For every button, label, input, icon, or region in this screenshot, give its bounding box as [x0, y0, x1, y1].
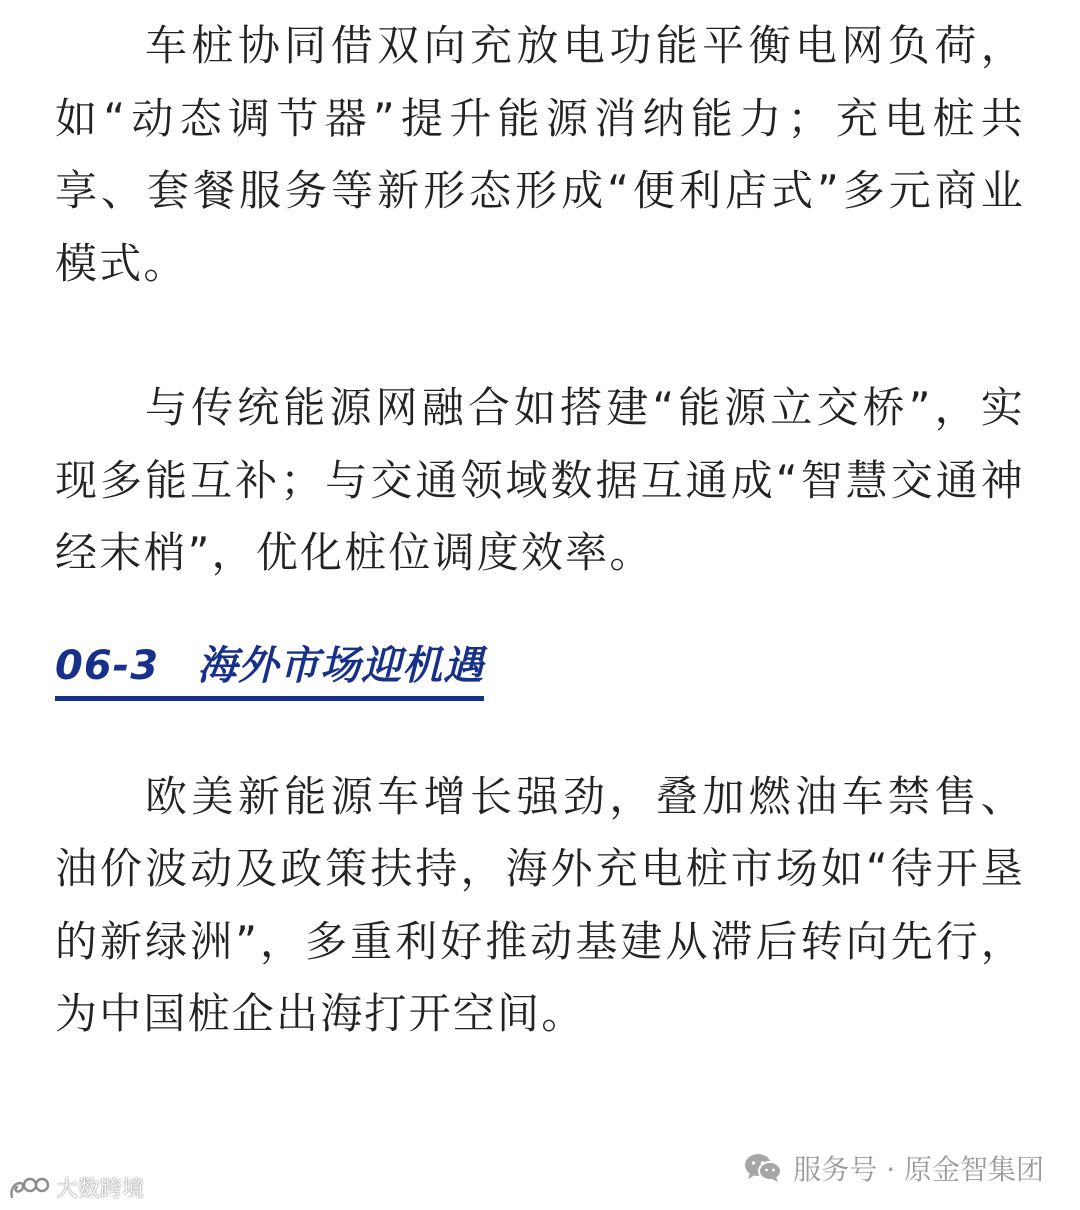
- wechat-icon: [743, 1152, 783, 1184]
- paragraph-vehicle-charger-synergy: 车桩协同借双向充放电功能平衡电网负荷，如“动态调节器”提升能源消纳能力；充电桩共享、套餐服务等新形态形成“便利店式”多元商业模式。: [55, 21, 1025, 288]
- article-content: [55, 10, 1025, 1051]
- footer-source-text: 服务号 · 原金智集团: [793, 1153, 1044, 1186]
- watermark-logo: [8, 1173, 52, 1203]
- section-heading: [55, 638, 484, 701]
- section-number: 06-3: [55, 642, 160, 689]
- section-title: 海外市场迎机遇: [197, 642, 485, 689]
- footer-source[interactable]: [743, 1148, 1044, 1188]
- paragraph-overseas-market: 欧美新能源车增长强劲，叠加燃油车禁售、油价波动及政策扶持，海外充电桩市场如“待开垦的新绿洲”，多重利好推动基建从滞后转向先行，为中国桩企出海打开空间。: [55, 771, 1025, 1038]
- paragraph-energy-network-integration: 与传统能源网融合如搭建“能源立交桥”，实现多能互补；与交通领域数据互通成“智慧交通神经末梢”，优化桩位调度效率。: [55, 383, 1025, 577]
- watermark: [8, 1172, 144, 1203]
- watermark-text: 大数跨境: [56, 1177, 145, 1202]
